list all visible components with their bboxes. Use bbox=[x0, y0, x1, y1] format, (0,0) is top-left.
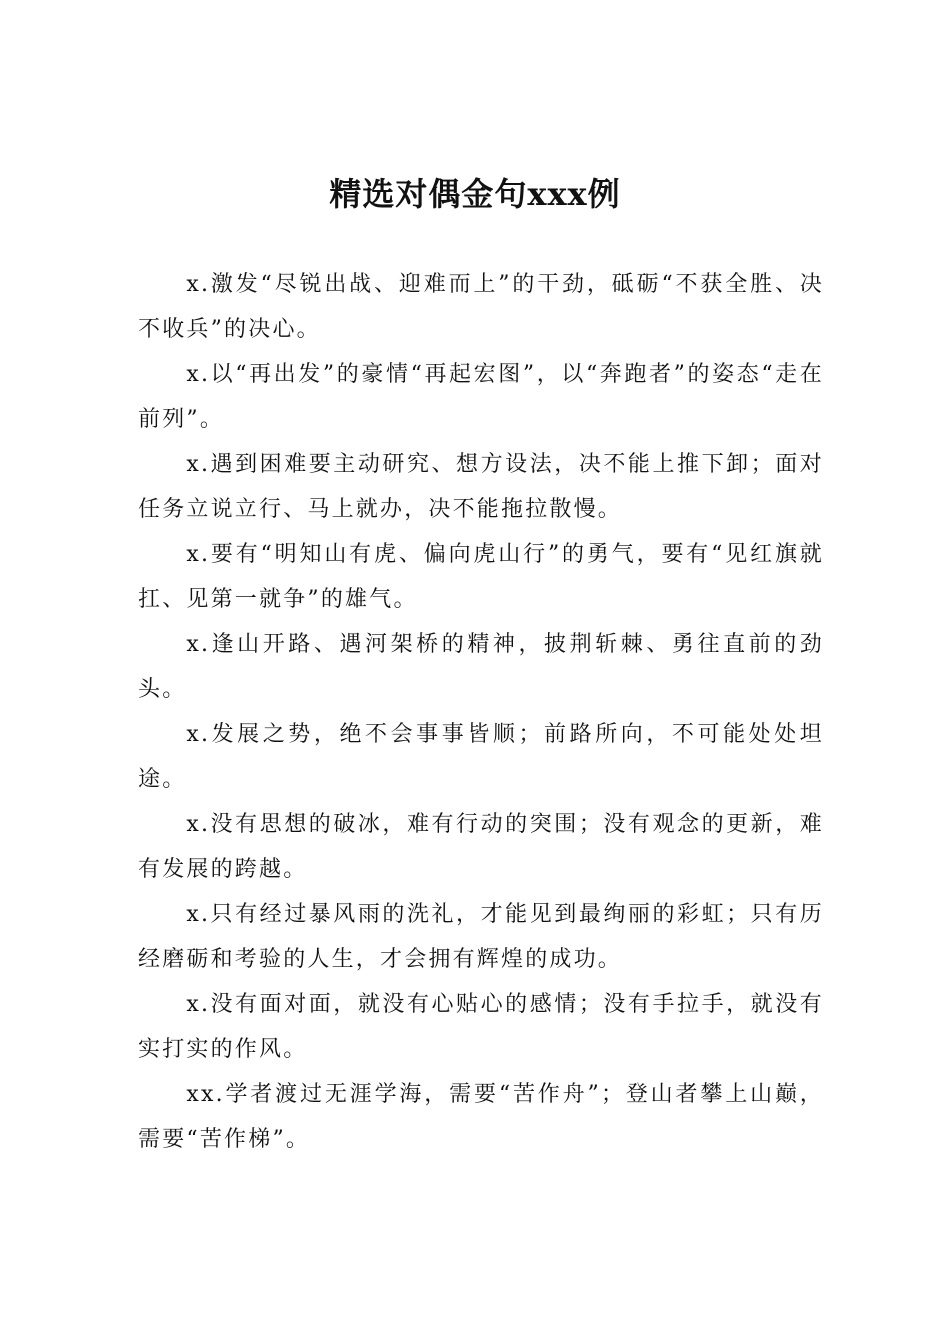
document-body bbox=[138, 262, 824, 1162]
paragraph-6: x.发展之势，绝不会事事皆顺；前路所向，不可能处处坦途。 bbox=[138, 722, 824, 792]
paragraph-5: x.逢山开路、遇河架桥的精神，披荆斩棘、勇往直前的劲头。 bbox=[138, 632, 824, 702]
paragraph-7: x.没有思想的破冰，难有行动的突围；没有观念的更新，难有发展的跨越。 bbox=[138, 812, 824, 882]
paragraph-10: xx.学者渡过无涯学海，需要“苦作舟”；登山者攀上山巅，需要“苦作梯”。 bbox=[138, 1082, 824, 1152]
document-title: 精选对偶金句xxx例 bbox=[329, 175, 621, 213]
paragraph-4: x.要有“明知山有虎、偏向虎山行”的勇气，要有“见红旗就扛、见第一就争”的雄气。 bbox=[138, 542, 824, 612]
paragraph-1: x.激发“尽锐出战、迎难而上”的干劲，砥砺“不获全胜、决不收兵”的决心。 bbox=[138, 272, 824, 342]
paragraph-3: x.遇到困难要主动研究、想方设法，决不能上推下卸；面对任务立说立行、马上就办，决不能拖拉散慢。 bbox=[138, 452, 824, 522]
paragraph-8: x.只有经过暴风雨的洗礼，才能见到最绚丽的彩虹；只有历经磨砺和考验的人生，才会拥有辉煌的成功。 bbox=[138, 902, 824, 972]
paragraph-9: x.没有面对面，就没有心贴心的感情；没有手拉手，就没有实打实的作风。 bbox=[138, 992, 824, 1062]
paragraph-2: x.以“再出发”的豪情“再起宏图”，以“奔跑者”的姿态“走在前列”。 bbox=[138, 362, 824, 432]
